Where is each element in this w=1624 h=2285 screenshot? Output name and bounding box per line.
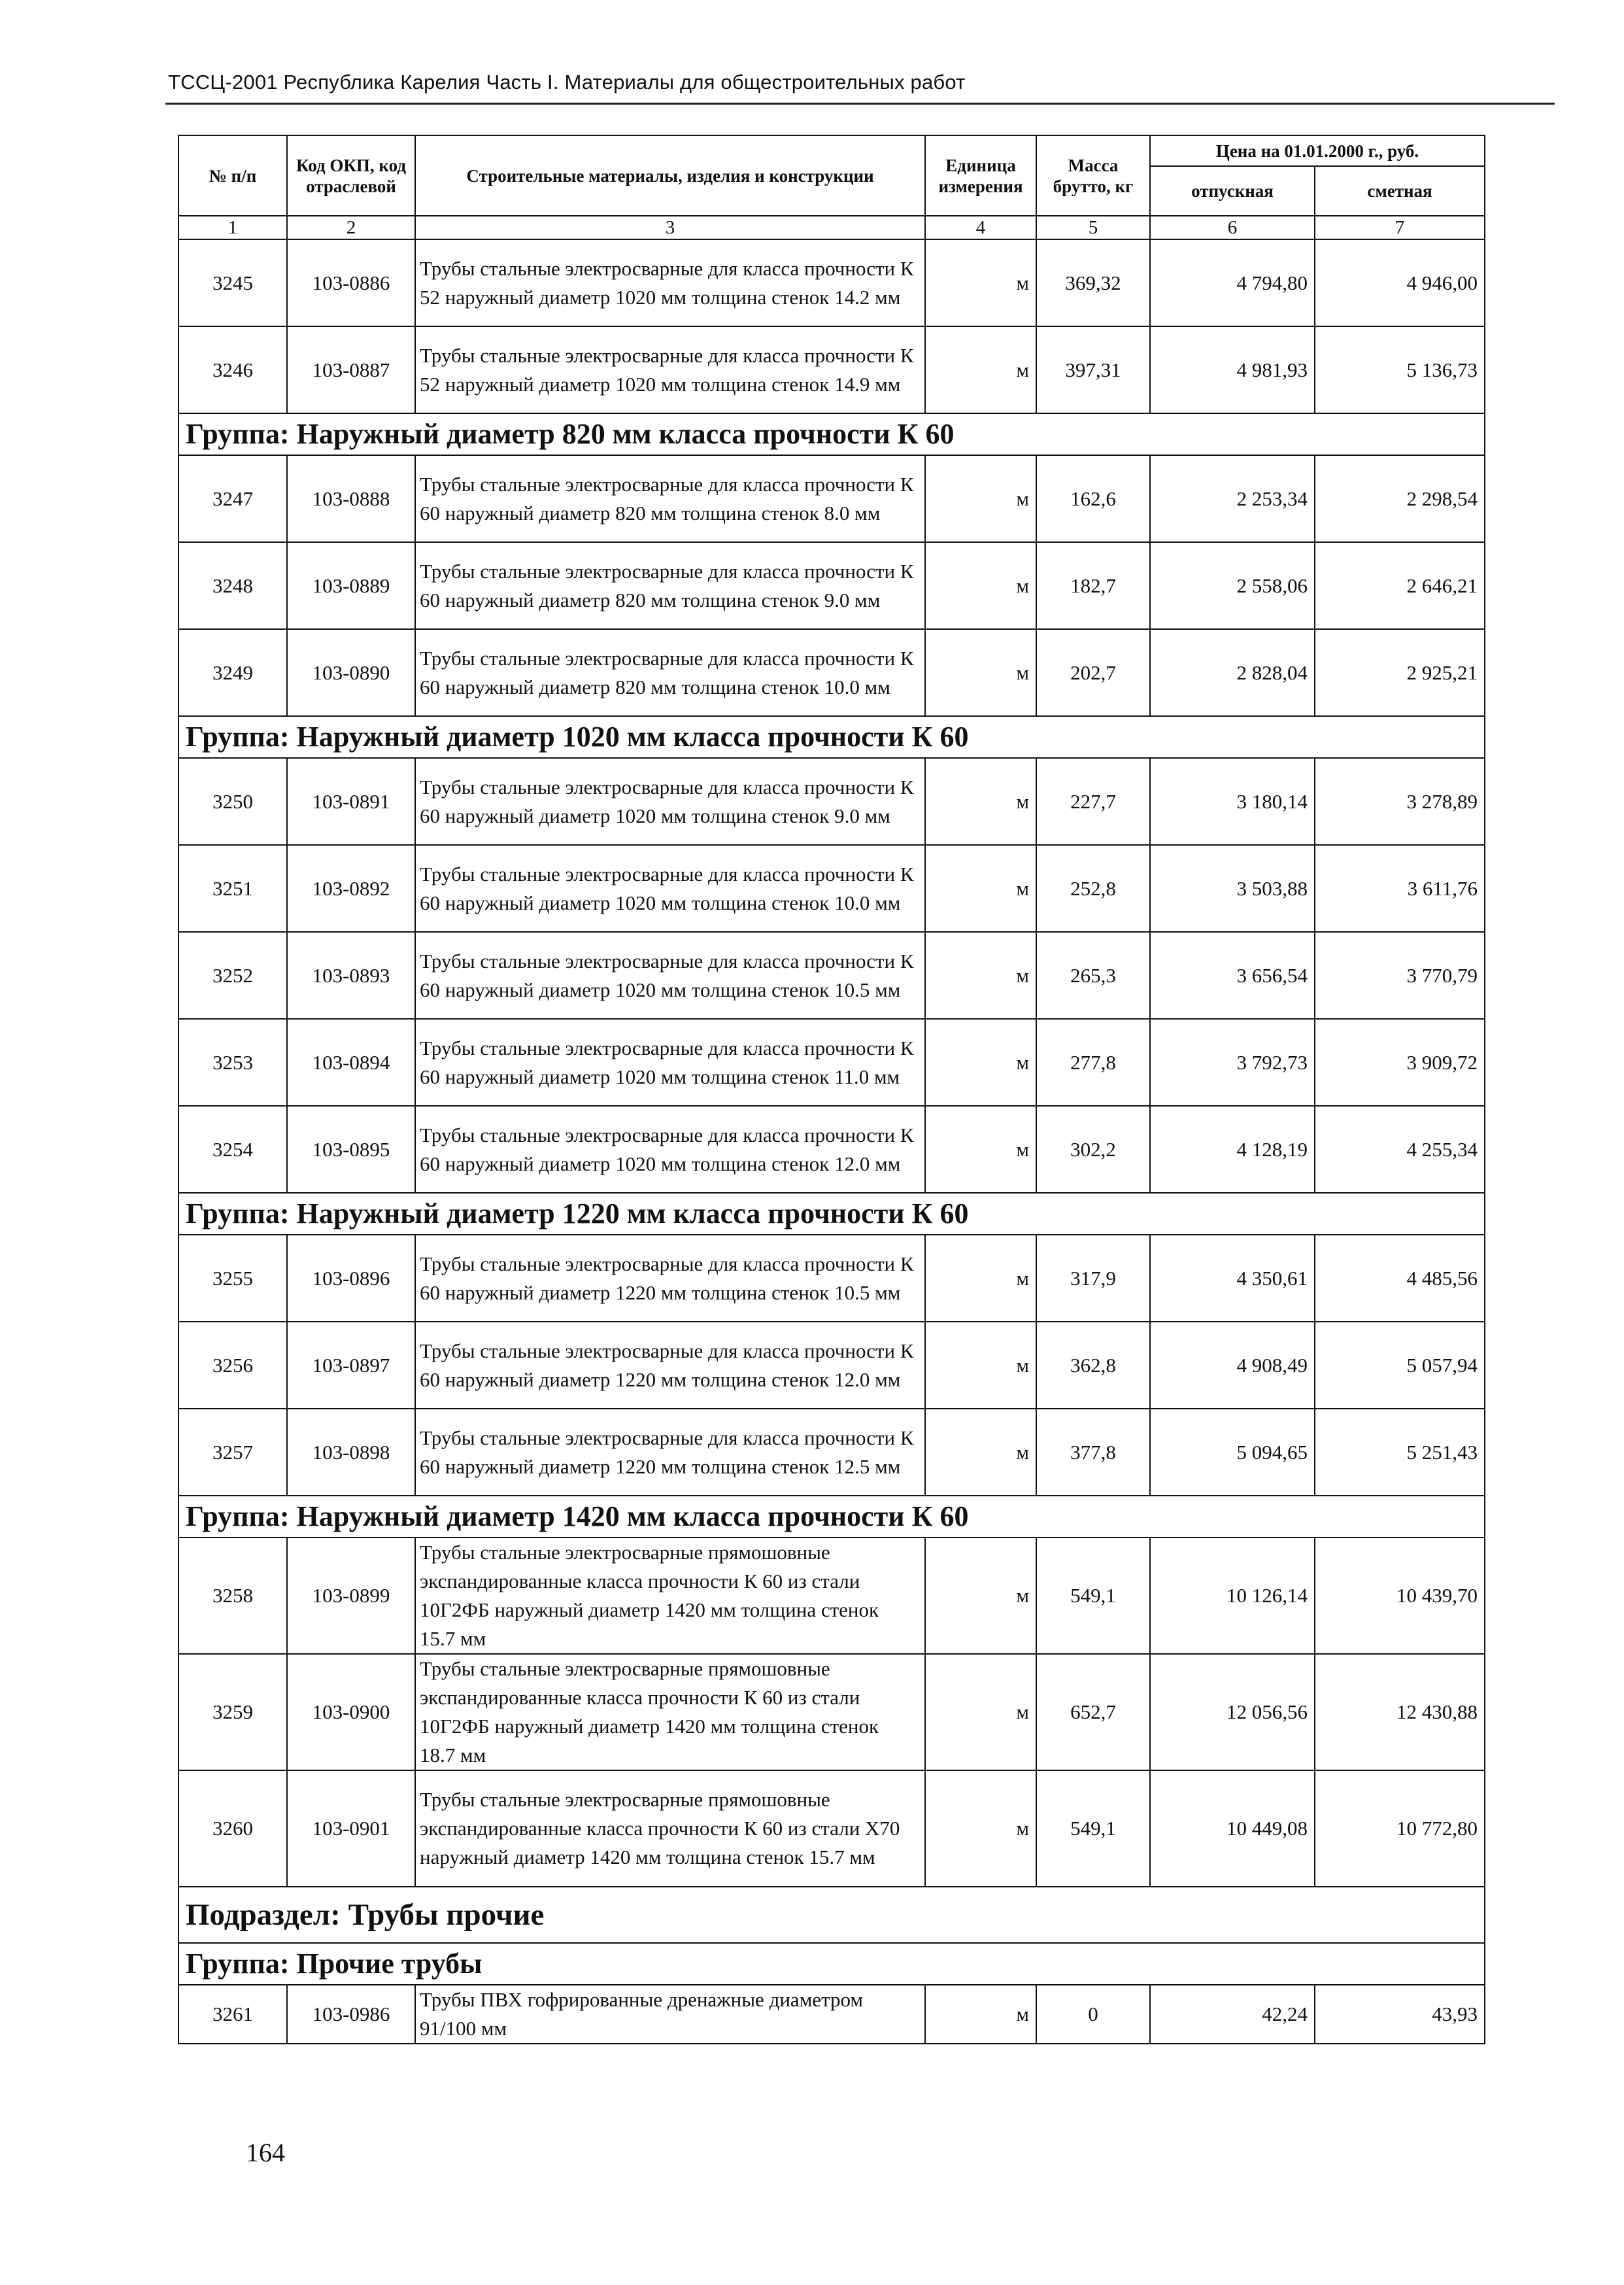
row-price-release: 2 828,04 xyxy=(1150,629,1315,716)
row-code: 103-0890 xyxy=(287,629,415,716)
group-row xyxy=(178,1496,1485,1538)
row-code: 103-0891 xyxy=(287,758,415,845)
group-title: Группа: Наружный диаметр 1020 мм класса прочности К 60 xyxy=(178,716,1485,758)
row-name: Трубы стальные электросварные для класса прочности К 60 наружный диаметр 1220 мм толщина стенок 10.5 мм xyxy=(415,1235,925,1322)
row-price-release: 3 656,54 xyxy=(1150,932,1315,1019)
row-name: Трубы стальные электросварные для класса прочности К 60 наружный диаметр 1020 мм толщина стенок 9.0 мм xyxy=(415,758,925,845)
table-row xyxy=(178,1654,1485,1770)
row-number: 3258 xyxy=(178,1538,287,1654)
row-price-estimate: 3 909,72 xyxy=(1315,1019,1485,1106)
row-number: 3248 xyxy=(178,542,287,629)
row-name: Трубы стальные электросварные для класса прочности К 60 наружный диаметр 1020 мм толщина стенок 10.0 мм xyxy=(415,845,925,932)
row-price-estimate: 10 439,70 xyxy=(1315,1538,1485,1654)
row-mass: 549,1 xyxy=(1036,1770,1150,1887)
group-row xyxy=(178,716,1485,758)
row-code: 103-0897 xyxy=(287,1322,415,1409)
row-price-release: 4 981,93 xyxy=(1150,326,1315,413)
row-price-estimate: 3 770,79 xyxy=(1315,932,1485,1019)
column-number: 3 xyxy=(415,216,925,239)
row-name: Трубы ПВХ гофрированные дренажные диаметром 91/100 мм xyxy=(415,1985,925,2044)
row-name: Трубы стальные электросварные прямошовные экспандированные класса прочности К 60 из стали 10Г2ФБ наружный диаметр 1420 мм толщина стенок 18.7 мм xyxy=(415,1654,925,1770)
row-unit: м xyxy=(925,1106,1036,1193)
table-row xyxy=(178,326,1485,413)
row-price-estimate: 3 611,76 xyxy=(1315,845,1485,932)
row-price-release: 3 180,14 xyxy=(1150,758,1315,845)
row-mass: 277,8 xyxy=(1036,1019,1150,1106)
row-number: 3256 xyxy=(178,1322,287,1409)
group-title: Группа: Наружный диаметр 1420 мм класса прочности К 60 xyxy=(178,1496,1485,1538)
row-number: 3255 xyxy=(178,1235,287,1322)
table-row xyxy=(178,1322,1485,1409)
row-unit: м xyxy=(925,758,1036,845)
row-name: Трубы стальные электросварные для класса прочности К 60 наружный диаметр 1020 мм толщина стенок 11.0 мм xyxy=(415,1019,925,1106)
row-name: Трубы стальные электросварные прямошовные экспандированные класса прочности К 60 из стали 10Г2ФБ наружный диаметр 1420 мм толщина стенок 15.7 мм xyxy=(415,1538,925,1654)
row-price-estimate: 5 136,73 xyxy=(1315,326,1485,413)
row-code: 103-0894 xyxy=(287,1019,415,1106)
row-number: 3260 xyxy=(178,1770,287,1887)
subsection-title: Подраздел: Трубы прочие xyxy=(178,1887,1485,1943)
header-price-estimate: сметная xyxy=(1315,166,1485,216)
table-row xyxy=(178,845,1485,932)
row-unit: м xyxy=(925,542,1036,629)
row-unit: м xyxy=(925,932,1036,1019)
row-mass: 0 xyxy=(1036,1985,1150,2044)
header-unit: Единица измерения xyxy=(925,135,1036,216)
row-price-release: 2 558,06 xyxy=(1150,542,1315,629)
column-number: 4 xyxy=(925,216,1036,239)
row-number: 3251 xyxy=(178,845,287,932)
table-row xyxy=(178,932,1485,1019)
row-price-estimate: 2 925,21 xyxy=(1315,629,1485,716)
row-price-release: 2 253,34 xyxy=(1150,455,1315,542)
header-name: Строительные материалы, изделия и конструкции xyxy=(415,135,925,216)
row-code: 103-0892 xyxy=(287,845,415,932)
row-mass: 369,32 xyxy=(1036,239,1150,326)
table-row xyxy=(178,758,1485,845)
row-number: 3249 xyxy=(178,629,287,716)
row-unit: м xyxy=(925,1019,1036,1106)
row-unit: м xyxy=(925,1235,1036,1322)
row-unit: м xyxy=(925,326,1036,413)
row-unit: м xyxy=(925,1322,1036,1409)
row-code: 103-0901 xyxy=(287,1770,415,1887)
row-name: Трубы стальные электросварные прямошовные экспандированные класса прочности К 60 из стали Х70 наружный диаметр 1420 мм толщина стенок 15.7 мм xyxy=(415,1770,925,1887)
row-name: Трубы стальные электросварные для класса прочности К 52 наружный диаметр 1020 мм толщина стенок 14.2 мм xyxy=(415,239,925,326)
row-mass: 227,7 xyxy=(1036,758,1150,845)
row-name: Трубы стальные электросварные для класса прочности К 60 наружный диаметр 820 мм толщина стенок 9.0 мм xyxy=(415,542,925,629)
table-row xyxy=(178,1538,1485,1654)
row-number: 3261 xyxy=(178,1985,287,2044)
group-row xyxy=(178,1943,1485,1985)
row-price-release: 4 794,80 xyxy=(1150,239,1315,326)
row-price-estimate: 4 255,34 xyxy=(1315,1106,1485,1193)
table-row xyxy=(178,1235,1485,1322)
row-unit: м xyxy=(925,629,1036,716)
row-number: 3250 xyxy=(178,758,287,845)
row-code: 103-0896 xyxy=(287,1235,415,1322)
header-code: Код ОКП, код отраслевой xyxy=(287,135,415,216)
row-code: 103-0895 xyxy=(287,1106,415,1193)
row-code: 103-0898 xyxy=(287,1409,415,1496)
header-row xyxy=(178,135,1485,166)
group-row xyxy=(178,413,1485,455)
row-name: Трубы стальные электросварные для класса прочности К 60 наружный диаметр 1020 мм толщина стенок 10.5 мм xyxy=(415,932,925,1019)
column-number: 5 xyxy=(1036,216,1150,239)
row-unit: м xyxy=(925,455,1036,542)
table-row xyxy=(178,1985,1485,2044)
row-unit: м xyxy=(925,1538,1036,1654)
row-mass: 377,8 xyxy=(1036,1409,1150,1496)
row-number: 3252 xyxy=(178,932,287,1019)
group-title: Группа: Наружный диаметр 1220 мм класса прочности К 60 xyxy=(178,1193,1485,1235)
header-price-release: отпускная xyxy=(1150,166,1315,216)
row-name: Трубы стальные электросварные для класса прочности К 60 наружный диаметр 1220 мм толщина стенок 12.5 мм xyxy=(415,1409,925,1496)
row-code: 103-0900 xyxy=(287,1654,415,1770)
column-number: 6 xyxy=(1150,216,1315,239)
row-mass: 302,2 xyxy=(1036,1106,1150,1193)
row-mass: 397,31 xyxy=(1036,326,1150,413)
row-number: 3257 xyxy=(178,1409,287,1496)
row-code: 103-0887 xyxy=(287,326,415,413)
subsection-row xyxy=(178,1887,1485,1943)
row-name: Трубы стальные электросварные для класса прочности К 60 наружный диаметр 820 мм толщина стенок 8.0 мм xyxy=(415,455,925,542)
table-row xyxy=(178,239,1485,326)
row-price-release: 10 126,14 xyxy=(1150,1538,1315,1654)
row-mass: 162,6 xyxy=(1036,455,1150,542)
row-unit: м xyxy=(925,239,1036,326)
row-price-release: 4 128,19 xyxy=(1150,1106,1315,1193)
row-mass: 362,8 xyxy=(1036,1322,1150,1409)
column-number: 1 xyxy=(178,216,287,239)
row-code: 103-0886 xyxy=(287,239,415,326)
header-mass: Масса брутто, кг xyxy=(1036,135,1150,216)
table-row xyxy=(178,1770,1485,1887)
row-price-estimate: 12 430,88 xyxy=(1315,1654,1485,1770)
row-number: 3246 xyxy=(178,326,287,413)
row-name: Трубы стальные электросварные для класса прочности К 60 наружный диаметр 820 мм толщина стенок 10.0 мм xyxy=(415,629,925,716)
row-mass: 202,7 xyxy=(1036,629,1150,716)
row-number: 3247 xyxy=(178,455,287,542)
row-mass: 652,7 xyxy=(1036,1654,1150,1770)
table-row xyxy=(178,1106,1485,1193)
row-number: 3253 xyxy=(178,1019,287,1106)
row-code: 103-0889 xyxy=(287,542,415,629)
table-row xyxy=(178,455,1485,542)
row-code: 103-0893 xyxy=(287,932,415,1019)
row-mass: 182,7 xyxy=(1036,542,1150,629)
row-unit: м xyxy=(925,1770,1036,1887)
column-number: 7 xyxy=(1315,216,1485,239)
row-mass: 252,8 xyxy=(1036,845,1150,932)
table-row xyxy=(178,1019,1485,1106)
row-price-estimate: 5 057,94 xyxy=(1315,1322,1485,1409)
group-title: Группа: Прочие трубы xyxy=(178,1943,1485,1985)
row-price-estimate: 10 772,80 xyxy=(1315,1770,1485,1887)
row-number: 3245 xyxy=(178,239,287,326)
row-price-estimate: 3 278,89 xyxy=(1315,758,1485,845)
row-price-estimate: 5 251,43 xyxy=(1315,1409,1485,1496)
row-price-release: 4 908,49 xyxy=(1150,1322,1315,1409)
row-mass: 265,3 xyxy=(1036,932,1150,1019)
row-unit: м xyxy=(925,1654,1036,1770)
row-price-estimate: 4 485,56 xyxy=(1315,1235,1485,1322)
row-price-release: 12 056,56 xyxy=(1150,1654,1315,1770)
row-unit: м xyxy=(925,1409,1036,1496)
row-unit: м xyxy=(925,1985,1036,2044)
row-price-estimate: 43,93 xyxy=(1315,1985,1485,2044)
row-price-release: 3 792,73 xyxy=(1150,1019,1315,1106)
table-row xyxy=(178,542,1485,629)
row-number: 3254 xyxy=(178,1106,287,1193)
table-row xyxy=(178,1409,1485,1496)
column-number: 2 xyxy=(287,216,415,239)
row-name: Трубы стальные электросварные для класса прочности К 52 наружный диаметр 1020 мм толщина стенок 14.9 мм xyxy=(415,326,925,413)
table-row xyxy=(178,629,1485,716)
row-code: 103-0888 xyxy=(287,455,415,542)
page-number: 164 xyxy=(246,2138,285,2167)
row-name: Трубы стальные электросварные для класса прочности К 60 наружный диаметр 1020 мм толщина стенок 12.0 мм xyxy=(415,1106,925,1193)
row-number: 3259 xyxy=(178,1654,287,1770)
row-mass: 317,9 xyxy=(1036,1235,1150,1322)
row-name: Трубы стальные электросварные для класса прочности К 60 наружный диаметр 1220 мм толщина стенок 12.0 мм xyxy=(415,1322,925,1409)
header-no: № п/п xyxy=(178,135,287,216)
row-mass: 549,1 xyxy=(1036,1538,1150,1654)
row-unit: м xyxy=(925,845,1036,932)
price-table xyxy=(178,135,1485,2044)
header-rule xyxy=(165,103,1555,105)
running-head: ТССЦ-2001 Республика Карелия Часть I. Материалы для общестроительных работ xyxy=(168,71,966,94)
group-row xyxy=(178,1193,1485,1235)
row-price-release: 5 094,65 xyxy=(1150,1409,1315,1496)
row-price-release: 10 449,08 xyxy=(1150,1770,1315,1887)
row-price-release: 3 503,88 xyxy=(1150,845,1315,932)
column-number-row xyxy=(178,216,1485,239)
row-price-estimate: 2 298,54 xyxy=(1315,455,1485,542)
row-code: 103-0899 xyxy=(287,1538,415,1654)
row-price-estimate: 4 946,00 xyxy=(1315,239,1485,326)
row-price-release: 42,24 xyxy=(1150,1985,1315,2044)
group-title: Группа: Наружный диаметр 820 мм класса прочности К 60 xyxy=(178,413,1485,455)
row-price-estimate: 2 646,21 xyxy=(1315,542,1485,629)
header-price-group: Цена на 01.01.2000 г., руб. xyxy=(1150,135,1485,166)
row-code: 103-0986 xyxy=(287,1985,415,2044)
row-price-release: 4 350,61 xyxy=(1150,1235,1315,1322)
